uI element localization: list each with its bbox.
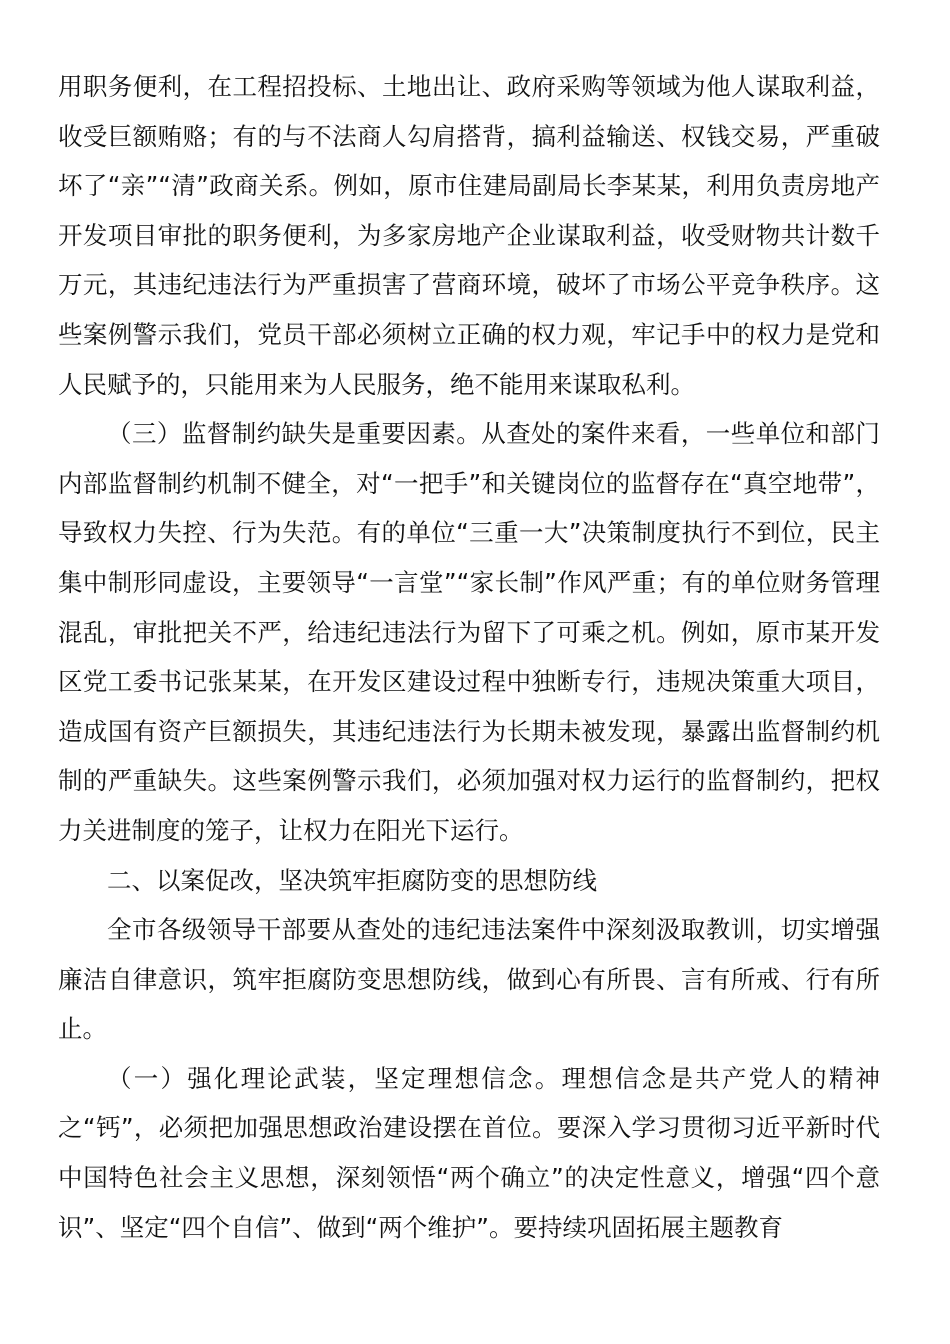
paragraph-power-abuse: 用职务便利，在工程招投标、土地出让、政府采购等领域为他人谋取利益，收受巨额贿赂；有的与不法商人勾肩搭背，搞利益输送、权钱交易，严重破坏了“亲”“清”政商关系。例如，原市住建局副局长李某某，利用负责房地产开发项目审批的职务便利，为多家房地产企业谋取利益，收受财物共计数千万元，其违纪违法行为严重损害了营商环境，破坏了市场公平竞争秩序。这些案例警示我们，党员干部必须树立正确的权力观，牢记手中的权力是党和人民赋予的，只能用来为人民服务，绝不能用来谋取私利。 [58, 72, 880, 399]
section-heading-2: 二、以案促改，坚决筑牢拒腐防变的思想防线 [107, 865, 597, 895]
document-page [58, 62, 880, 1252]
paragraph-section-2-intro: 全市各级领导干部要从查处的违纪违法案件中深刻汲取教训，切实增强廉洁自律意识，筑牢拒腐防变思想防线，做到心有所畏、言有所戒、行有所止。 [58, 915, 880, 1044]
paragraph-supervision-lacking: （三）监督制约缺失是重要因素。从查处的案件来看，一些单位和部门内部监督制约机制不健全，对“一把手”和关键岗位的监督存在“真空地带”，导致权力失控、行为失范。有的单位“三重一大”决策制度执行不到位，民主集中制形同虚设，主要领导“一言堂”“家长制”作风严重；有的单位财务管理混乱，审批把关不严，给违纪违法行为留下了可乘之机。例如，原市某开发区党工委书记张某某，在开发区建设过程中独断专行，违规决策重大项目，造成国有资产巨额损失，其违纪违法行为长期未被发现，暴露出监督制约机制的严重缺失。这些案例警示我们，必须加强对权力运行的监督制约，把权力关进制度的笼子，让权力在阳光下运行。 [58, 419, 880, 845]
paragraph-theory-arming: （一）强化理论武装，坚定理想信念。理想信念是共产党人的精神之“钙”，必须把加强思想政治建设摆在首位。要深入学习贯彻习近平新时代中国特色社会主义思想，深刻领悟“两个确立”的决定性意义，增强“四个意识”、坚定“四个自信”、做到“两个维护”。要持续巩固拓展主题教育 [58, 1063, 880, 1242]
